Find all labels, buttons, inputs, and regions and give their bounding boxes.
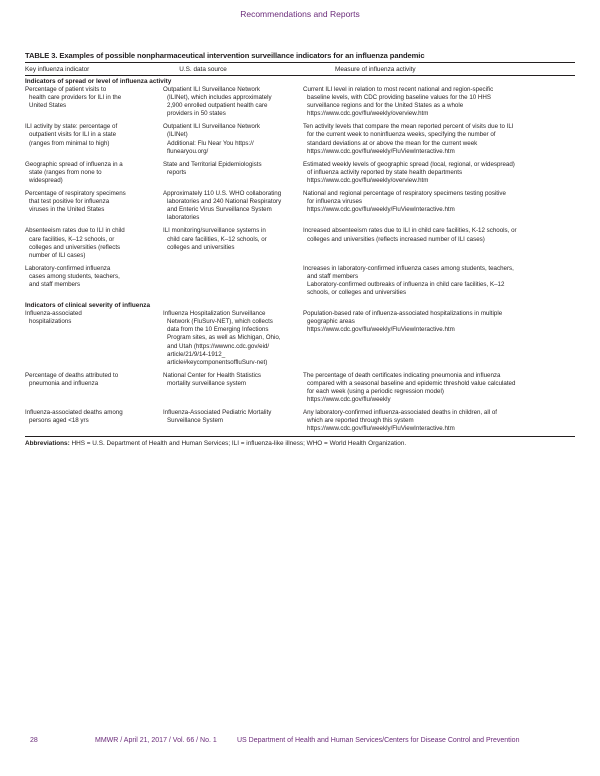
cell-line: that test positive for influenza bbox=[29, 198, 110, 206]
measure-cell bbox=[303, 310, 575, 367]
cell-line: Absenteeism rates due to ILI in child bbox=[25, 227, 125, 235]
table-row bbox=[25, 310, 575, 367]
cell-line: compared with a seasonal baseline and epidemic threshold value calculated bbox=[307, 379, 516, 387]
cell-line: child care facilities, K–12 schools, or bbox=[167, 235, 267, 243]
measure-cell bbox=[303, 161, 575, 185]
indicator-cell bbox=[25, 265, 163, 297]
indicator-cell bbox=[25, 161, 163, 185]
indicator-cell bbox=[25, 372, 163, 404]
agency-name: US Department of Health and Human Services/Centers for Disease Control and Prevention bbox=[237, 737, 520, 744]
section-heading: Indicators of spread or level of influenza activity bbox=[25, 78, 172, 85]
abbreviations-note bbox=[25, 436, 575, 447]
cell-line: of influenza activity reported by state health departments bbox=[307, 168, 463, 176]
cell-line: which are reported through this system bbox=[307, 417, 414, 425]
source-cell bbox=[163, 123, 303, 155]
table-title: TABLE 3. Examples of possible nonpharmaceutical intervention surveillance indicators for an influenza pandemic bbox=[25, 51, 575, 63]
cell-line: persons aged <18 yrs bbox=[29, 417, 89, 425]
page-number: 28 bbox=[30, 737, 38, 744]
cell-line: article#keycomponentsoffluSurv-net) bbox=[167, 358, 268, 366]
abbreviations-text: HHS = U.S. Department of Health and Human Services; ILI = influenza-like illness; WHO = World Health Organization. bbox=[69, 440, 407, 448]
cell-line: providers in 50 states bbox=[167, 110, 226, 118]
cell-line: https://www.cdc.gov/flu/weekly/FluViewInteractive.htm bbox=[307, 206, 455, 214]
cell-line: State and Territorial Epidemiologists bbox=[163, 160, 262, 168]
measure-cell bbox=[303, 409, 575, 433]
cell-line: Laboratory-confirmed influenza bbox=[25, 264, 111, 272]
cell-line: for each week (using a periodic regression model) bbox=[307, 388, 444, 395]
measure-cell bbox=[303, 86, 575, 118]
cell-line: and Utah (https://wwwnc.cdc.gov/eid/ bbox=[167, 342, 270, 350]
cell-line: cases among students, teachers, bbox=[29, 272, 120, 280]
source-cell bbox=[163, 372, 303, 404]
cell-line: The percentage of death certificates indicating pneumonia and influenza bbox=[303, 371, 501, 379]
table-row bbox=[25, 265, 575, 297]
source-cell bbox=[163, 409, 303, 433]
table-row bbox=[25, 161, 575, 185]
cell-line: Increased absenteeism rates due to ILI in child care facilities, K-12 schools, or bbox=[303, 227, 517, 235]
cell-line: Program sites, as well as Michigan, Ohio, bbox=[167, 334, 281, 342]
source-cell bbox=[163, 310, 303, 367]
cell-line: National and regional percentage of respiratory specimens testing positive bbox=[303, 190, 506, 198]
source-cell bbox=[163, 265, 303, 297]
cell-line: geographic areas bbox=[307, 318, 355, 326]
cell-line: (ILINet), which includes approximately bbox=[167, 94, 272, 102]
cell-line: Increases in laboratory-confirmed influenza cases among students, teachers, bbox=[303, 264, 514, 272]
cell-line: Network (FluSurv-NET), which collects bbox=[167, 318, 273, 326]
indicator-cell bbox=[25, 86, 163, 118]
cell-line: Outpatient ILI Surveillance Network bbox=[163, 123, 260, 131]
column-headers bbox=[25, 63, 575, 76]
cell-line: Laboratory-confirmed outbreaks of influenza in child care facilities, K–12 bbox=[307, 280, 505, 288]
cell-line: number of ILI cases) bbox=[29, 251, 86, 259]
source-cell bbox=[163, 86, 303, 118]
measure-cell bbox=[303, 372, 575, 404]
cell-line: Population-based rate of influenza-associated hospitalizations in multiple bbox=[303, 310, 503, 318]
cell-line: schools, or colleges and universities bbox=[307, 289, 407, 297]
cell-line: United States bbox=[29, 102, 67, 110]
cell-line: (ranges from minimal to high) bbox=[29, 139, 110, 147]
cell-line: https://www.cdc.gov/flu/weekly/overview.htm bbox=[307, 176, 429, 184]
cell-line: colleges and universities (reflects increased number of ILI cases) bbox=[307, 235, 485, 243]
table-row bbox=[25, 86, 575, 118]
measure-cell bbox=[303, 265, 575, 297]
table-row bbox=[25, 123, 575, 155]
cell-line: hospitalizations bbox=[29, 318, 72, 326]
cell-line: Geographic spread of influenza in a bbox=[25, 160, 123, 168]
table-row bbox=[25, 227, 575, 259]
cell-line: ILI monitoring/surveillance systems in bbox=[163, 227, 266, 235]
source-cell bbox=[163, 190, 303, 222]
measure-cell bbox=[303, 123, 575, 155]
cell-line: state (ranges from none to bbox=[29, 168, 102, 176]
measure-cell bbox=[303, 190, 575, 222]
table-body bbox=[25, 78, 575, 433]
cell-line: Current ILI level in relation to most recent national and region-specific bbox=[303, 86, 494, 93]
indicator-cell bbox=[25, 310, 163, 367]
cell-line: and staff members bbox=[29, 280, 81, 288]
cell-line: Any laboratory-confirmed influenza-associated deaths in children, all of bbox=[303, 409, 497, 417]
cell-line: Percentage of deaths attributed to bbox=[25, 371, 119, 379]
column-header-measure: Measure of influenza activity bbox=[335, 65, 416, 73]
cell-line: ILI activity by state: percentage of bbox=[25, 123, 118, 131]
cell-line: for influenza viruses bbox=[307, 198, 363, 206]
cell-line: mortality surveillance system bbox=[167, 379, 247, 387]
cell-line: Percentage of patient visits to bbox=[25, 86, 107, 93]
indicator-cell bbox=[25, 190, 163, 222]
cell-line: Influenza-Associated Pediatric Mortality bbox=[163, 409, 272, 417]
cell-line: 2,900 enrolled outpatient health care bbox=[167, 102, 268, 110]
cell-line: https://www.cdc.gov/flu/weekly/overview.htm bbox=[307, 110, 429, 118]
cell-line: Influenza-associated deaths among bbox=[25, 409, 123, 417]
journal-citation: MMWR / April 21, 2017 / Vol. 66 / No. 1 bbox=[95, 737, 217, 744]
table-row bbox=[25, 409, 575, 433]
cell-line: laboratories bbox=[167, 214, 200, 222]
cell-line: Influenza Hospitalization Surveillance bbox=[163, 310, 266, 318]
cell-line: National Center for Health Statistics bbox=[163, 371, 262, 379]
cell-line: laboratories and 240 National Respiratory bbox=[167, 198, 282, 206]
indicator-cell bbox=[25, 409, 163, 433]
surveillance-table bbox=[25, 51, 575, 447]
cell-line: surveillance regions and for the United States as a whole bbox=[307, 102, 464, 110]
source-cell bbox=[163, 227, 303, 259]
cell-line: Approximately 110 U.S. WHO collaborating bbox=[163, 190, 282, 198]
cell-line: standard deviations at or above the mean for the current week bbox=[307, 139, 478, 147]
cell-line: Estimated weekly levels of geographic spread (local, regional, or widespread) bbox=[303, 160, 515, 168]
cell-line: colleges and universities (reflects bbox=[29, 243, 121, 251]
cell-line: health care providers for ILI in the bbox=[29, 94, 122, 102]
cell-line: https://www.cdc.gov/flu/weekly bbox=[307, 396, 391, 404]
running-head: Recommendations and Reports bbox=[240, 9, 360, 19]
cell-line: data from the 10 Emerging Infections bbox=[167, 326, 269, 334]
cell-line: flunearyou.org/ bbox=[167, 147, 209, 155]
cell-line: for the current week to noninfluenza weeks, specifying the number of bbox=[307, 131, 496, 139]
indicator-cell bbox=[25, 227, 163, 259]
cell-line: Surveillance System bbox=[167, 417, 224, 425]
cell-line: colleges and universities bbox=[167, 243, 235, 251]
measure-cell bbox=[303, 227, 575, 259]
section-heading: Indicators of clinical severity of influenza bbox=[25, 302, 151, 310]
cell-line: Outpatient ILI Surveillance Network bbox=[163, 86, 260, 93]
table-row bbox=[25, 372, 575, 404]
cell-line: outpatient visits for ILI in a state bbox=[29, 131, 117, 139]
cell-line: Influenza-associated bbox=[25, 310, 82, 318]
cell-line: and staff members bbox=[307, 272, 359, 280]
cell-line: care facilities, K–12 schools, or bbox=[29, 235, 115, 243]
cell-line: and Enteric Virus Surveillance System bbox=[167, 206, 272, 214]
cell-line: article/21/9/14-1912_ bbox=[167, 350, 226, 358]
cell-line: baseline levels, with CDC providing baseline values for the 10 HHS bbox=[307, 94, 491, 102]
abbreviations-label: Abbreviations: bbox=[25, 440, 70, 448]
cell-line: reports bbox=[167, 168, 187, 176]
cell-line: viruses in the United States bbox=[29, 206, 105, 214]
cell-line: https://www.cdc.gov/flu/weekly/FluViewInteractive.htm bbox=[307, 425, 455, 433]
cell-line: widespread) bbox=[29, 176, 63, 184]
table-row bbox=[25, 190, 575, 222]
cell-line: Percentage of respiratory specimens bbox=[25, 190, 126, 198]
cell-line: (ILINet) bbox=[167, 131, 188, 139]
cell-line: Ten activity levels that compare the mean reported percent of visits due to ILI bbox=[303, 123, 514, 131]
indicator-cell bbox=[25, 123, 163, 155]
cell-line: pneumonia and influenza bbox=[29, 379, 99, 387]
cell-line: https://www.cdc.gov/flu/weekly/FluViewInteractive.htm bbox=[307, 147, 455, 155]
source-cell bbox=[163, 161, 303, 185]
column-header-source: U.S. data source bbox=[179, 65, 227, 73]
cell-line: Additional: Flu Near You https:// bbox=[167, 139, 254, 147]
column-header-indicator: Key influenza indicator bbox=[25, 65, 90, 73]
cell-line: https://www.cdc.gov/flu/weekly/FluViewInteractive.htm bbox=[307, 326, 455, 334]
